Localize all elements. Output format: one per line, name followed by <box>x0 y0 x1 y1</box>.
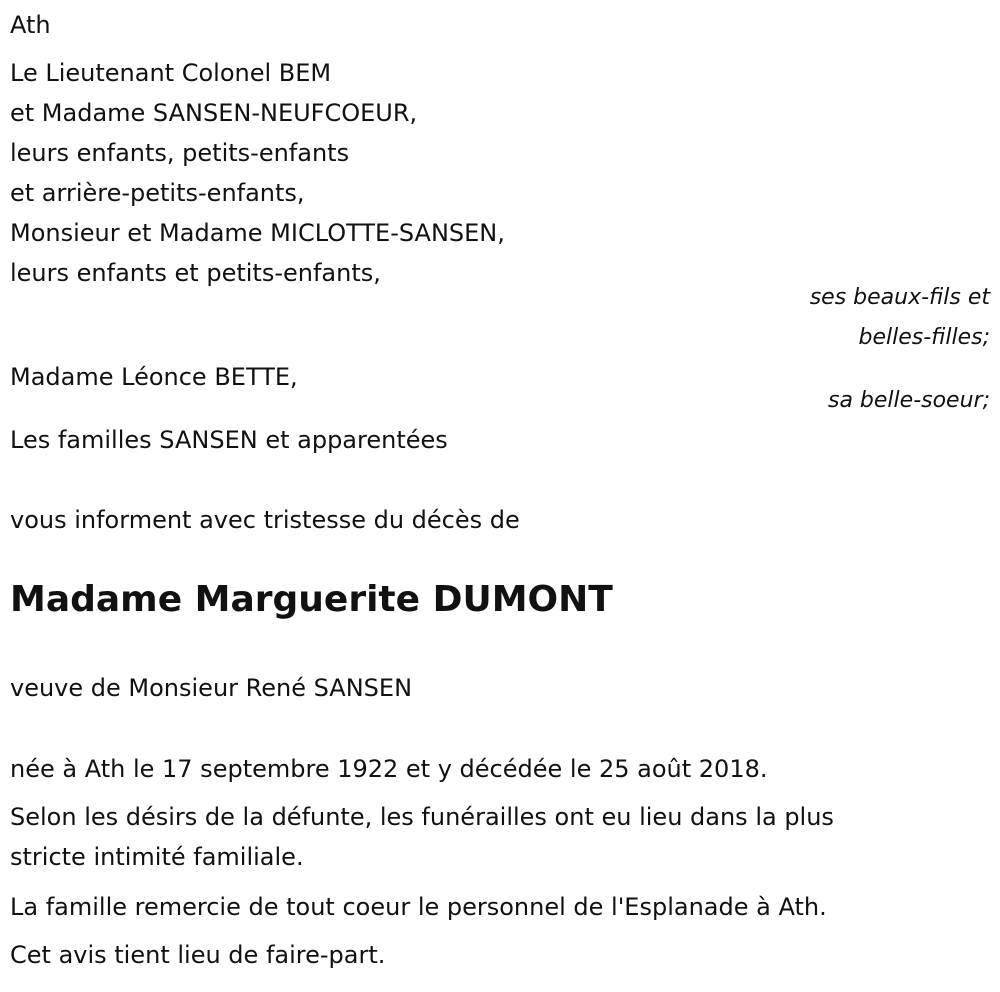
family-member: Madame Léonce BETTE, <box>10 363 298 391</box>
funeral-line: stricte intimité familiale. <box>10 843 304 871</box>
family-line: Le Lieutenant Colonel BEM <box>10 59 332 87</box>
family-line: et arrière-petits-enfants, <box>10 179 305 207</box>
closing-line: Cet avis tient lieu de faire-part. <box>10 941 386 969</box>
family-line: leurs enfants et petits-enfants, <box>10 259 381 287</box>
location-heading: Ath <box>10 11 51 39</box>
widow-of: veuve de Monsieur René SANSEN <box>10 674 413 702</box>
family-group: Les familles SANSEN et apparentées <box>10 426 448 454</box>
family-line: leurs enfants, petits-enfants <box>10 139 350 167</box>
birth-death-line: née à Ath le 17 septembre 1922 et y décédée le 25 août 2018. <box>10 755 768 783</box>
relation-label: ses beaux-fils et <box>809 285 990 310</box>
deceased-name: Madame Marguerite DUMONT <box>10 579 613 620</box>
family-line: Monsieur et Madame MICLOTTE-SANSEN, <box>10 219 505 247</box>
funeral-line: Selon les désirs de la défunte, les funérailles ont eu lieu dans la plus <box>10 803 834 831</box>
relation-label: belles-filles; <box>858 325 990 350</box>
family-line: et Madame SANSEN-NEUFCOEUR, <box>10 99 418 127</box>
relation-label: sa belle-soeur; <box>828 388 990 413</box>
announcement-text: vous informent avec tristesse du décès de <box>10 506 520 534</box>
thanks-line: La famille remercie de tout coeur le personnel de l'Esplanade à Ath. <box>10 893 827 921</box>
